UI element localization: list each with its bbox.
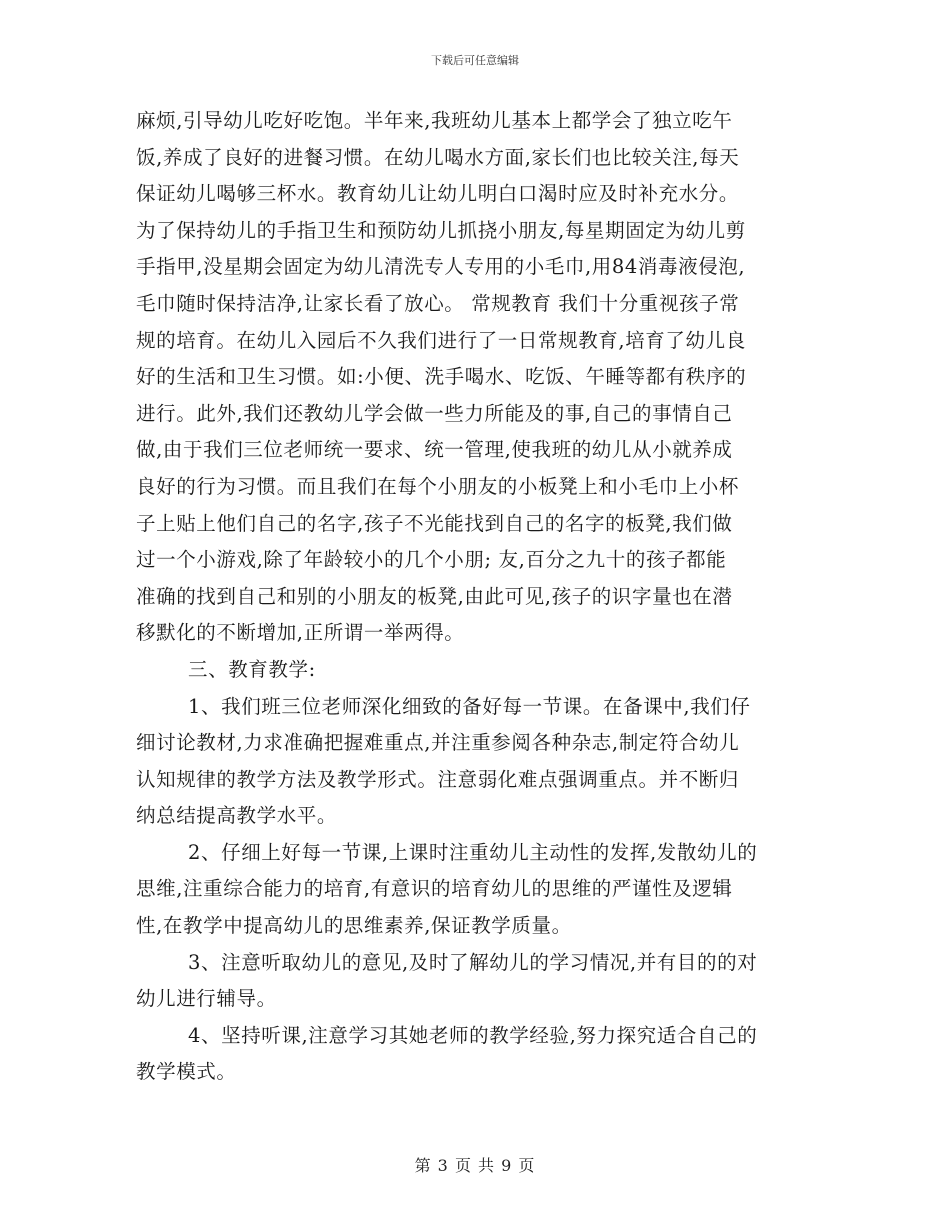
text-line: 进行。此外,我们还教幼儿学会做一些力所能及的事,自己的事情自己	[136, 401, 733, 425]
text-line: 麻烦,引导幼儿吃好吃饱。半年来,我班幼儿基本上都学会了独立吃午	[136, 109, 733, 132]
text-line: 思维,注重综合能力的培育,有意识的培育幼儿的思维的严谨性及逻辑	[136, 877, 733, 901]
text-line: 子上贴上他们自己的名字,孩子不光能找到自己的名字的板凳,我们做	[136, 511, 733, 535]
text-line: 好的生活和卫生习惯。如:小便、洗手喝水、吃饭、午睡等都有秩序的	[136, 365, 747, 389]
text-line: 教学模式。	[136, 1060, 237, 1084]
body-text	[136, 103, 816, 1091]
text-line: 移默化的不断增加,正所谓一举两得。	[136, 621, 465, 645]
section-heading: 三、教育教学:	[188, 657, 316, 681]
text-line: 纳总结提高教学水平。	[136, 804, 338, 828]
page-footer: 第 3 页 共 9 页	[414, 1156, 536, 1175]
text-line: 4、坚持听课,注意学习其她老师的教学经验,努力探究适合自己的	[188, 1023, 758, 1047]
text-line: 做,由于我们三位老师统一要求、统一管理,使我班的幼儿从小就养成	[136, 438, 733, 462]
text-line: 细讨论教材,力求准确把握难重点,并注重参阅各种杂志,制定符合幼儿	[136, 731, 740, 755]
text-line: 良好的行为习惯。而且我们在每个小朋友的小板凳上和小毛巾上小杯	[136, 474, 740, 498]
text-line: 过一个小游戏,除了年龄较小的几个小朋; 友,百分之九十的孩子都能	[136, 548, 727, 572]
text-line: 3、注意听取幼儿的意见,及时了解幼儿的学习情况,并有目的的对	[188, 950, 758, 974]
text-line: 手指甲,没星期会固定为幼儿清洗专人专用的小毛巾,用84消毒液侵泡,	[136, 255, 746, 279]
text-line: 规的培育。在幼儿入园后不久我们进行了一日常规教育,培育了幼儿良	[136, 328, 746, 352]
text-line: 准确的找到自己和别的小朋友的板凳,由此可见,孩子的识字量也在潜	[136, 584, 733, 608]
text-line: 1、我们班三位老师深化细致的备好每一节课。在备课中,我们仔	[188, 694, 751, 718]
text-line: 2、仔细上好每一节课,上课时注重幼儿主动性的发挥,发散幼儿的	[188, 840, 758, 864]
text-line: 毛巾随时保持洁净,让家长看了放心。 常规教育 我们十分重视孩子常	[136, 291, 740, 315]
text-line: 饭,养成了良好的进餐习惯。在幼儿喝水方面,家长们也比较关注,每天	[136, 145, 740, 169]
text-line: 认知规律的教学方法及教学形式。注意弱化难点强调重点。并不断归	[136, 767, 740, 791]
text-line: 幼儿进行辅导。	[136, 987, 277, 1011]
text-line: 保证幼儿喝够三杯水。教育幼儿让幼儿明白口渴时应及时补充水分。	[136, 182, 740, 206]
text-line: 为了保持幼儿的手指卫生和预防幼儿抓挠小朋友,每星期固定为幼儿剪	[136, 218, 746, 242]
text-line: 性,在教学中提高幼儿的思维素养,保证教学质量。	[136, 914, 572, 938]
page-header: 下载后可任意编辑	[431, 54, 519, 67]
